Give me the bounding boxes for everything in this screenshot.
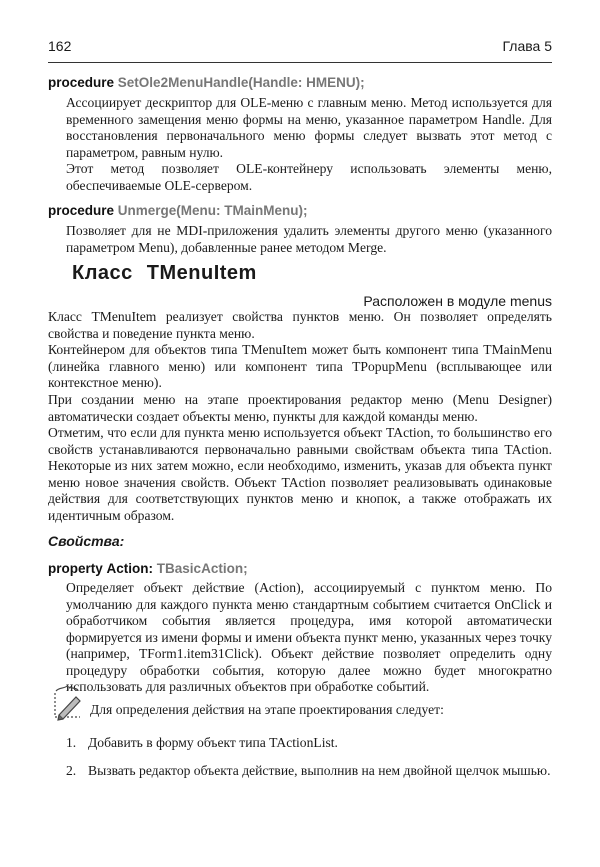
method-signature-unmerge <box>48 203 308 218</box>
list-item-number: 1. <box>66 735 77 750</box>
method-signature-text: Unmerge(Menu: TMainMenu); <box>117 203 308 218</box>
method-signature-text: SetOle2MenuHandle(Handle: HMENU); <box>117 75 365 90</box>
class-name: TMenuItem <box>146 262 257 284</box>
note-pencil-icon <box>50 683 90 721</box>
class-heading <box>72 262 257 285</box>
procedure-keyword: procedure <box>48 75 115 90</box>
list-item <box>66 735 552 752</box>
procedure-keyword: procedure <box>48 203 115 218</box>
property-type: TBasicAction; <box>156 561 248 576</box>
method-signature-setole2menuhandle <box>48 75 365 90</box>
class-word: Класс <box>72 262 133 284</box>
property-description: Определяет объект действие (Action), ассоциируемый с пунктом меню. По умолчанию для каждого пункта меню стандартным событием считается OnClick и обработчиком события является процедура, имя которой автоматически формируется из имени формы и имени объекта пункт меню, указанных через точку (например, TForm1.item31Click). Объект действие позволяет определить одну процедуру обработки события, которую далее можно будет многократно использовать для различных объектов при обработке событий. <box>66 580 552 694</box>
list-item-text: Добавить в форму объект типа TActionList. <box>88 735 338 750</box>
method-description: Этот метод позволяет OLE-контейнеру использовать элементы меню, обеспечиваемые OLE-сервером. <box>66 161 552 193</box>
list-item-number: 2. <box>66 763 77 778</box>
class-paragraph: Отметим, что если для пункта меню используется объект TAction, то большинство его свойств устанавливаются первоначально равными свойствам объекта типа TAction. Некоторые из них затем можно, если необходимо, изменить, указав для объекта пункт меню новое значения свойств. Объект TAction позволяет реализовывать одинаковые действия для соответствующих пунктов меню и кнопок, а также отображать их идентичным образом. <box>48 425 552 523</box>
chapter-title: Глава 5 <box>502 38 552 54</box>
property-keyword: property <box>48 561 103 576</box>
property-signature-action <box>48 561 248 576</box>
class-paragraph: Контейнером для объектов типа TMenuItem может быть компонент типа TMainMenu (линейка главного меню) или компонент типа TPopupMenu (всплывающее или контекстное меню). <box>48 342 552 390</box>
class-paragraph: При создании меню на этапе проектирования редактор меню (Menu Designer) автоматически создает объекты меню, пункты для каждой команды меню. <box>48 392 552 424</box>
note-text: Для определения действия на этапе проектирования следует: <box>90 702 444 717</box>
module-note: Расположен в модуле menus <box>363 293 552 309</box>
class-paragraph: Класс TMenuItem реализует свойства пунктов меню. Он позволяет определять свойства и поведение пункта меню. <box>48 309 552 341</box>
page-number: 162 <box>48 38 72 54</box>
method-description: Ассоциирует дескриптор для OLE-меню с главным меню. Метод используется для временного замещения меню формы на меню, указанное параметром Handle. Для восстановления первоначального меню формы следует вызвать этот метод с параметром, равным нулю. <box>66 95 552 160</box>
header-rule <box>48 62 552 63</box>
property-name: Action: <box>106 561 154 576</box>
list-item-text: Вызвать редактор объекта действие, выполнив на нем двойной щелчок мышью. <box>88 763 551 778</box>
page-header <box>48 38 552 60</box>
list-item <box>66 763 552 780</box>
method-description: Позволяет для не MDI-приложения удалить элементы другого меню (указанного параметром Menu), добавленные ранее методом Merge. <box>66 223 552 255</box>
properties-heading: Свойства: <box>48 533 125 549</box>
